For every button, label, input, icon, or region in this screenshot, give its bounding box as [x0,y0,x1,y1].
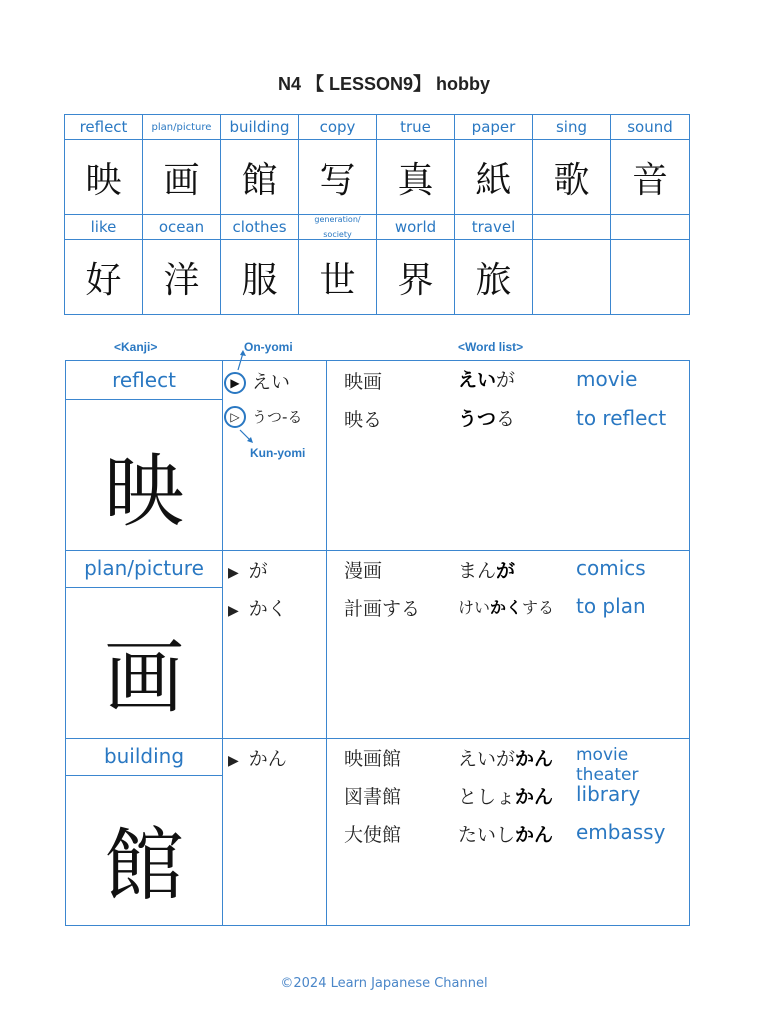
grid-label: plan/picture [142,114,221,140]
reading-text: が [248,560,268,582]
reading-row [228,744,287,771]
grid-label: building [220,114,299,140]
grid-kanji: 音 [610,139,690,215]
grid-label: clothes [220,214,299,240]
grid-kanji [532,239,611,315]
reading-bold: うつ [458,408,497,430]
reading-part: る [496,408,516,430]
reading-part: たいし [458,824,516,846]
grid-label: travel [454,214,533,240]
reading-bold: が [496,560,516,582]
word-reading [458,782,553,809]
grid-kanji: 真 [376,139,455,215]
kanji-detail-table [65,360,690,926]
reading-bold: かん [515,824,554,846]
word-meaning: to plan [576,594,646,618]
reading-bold: かく [490,598,523,617]
word-list-label: <Word list> [458,340,524,354]
reading-part: けい [458,598,491,617]
page-title: N4 【 LESSON9】 hobby [277,74,491,94]
grid-kanji: 映 [64,139,143,215]
grid-kanji: 画 [142,139,221,215]
word-meaning: movie theater [576,745,639,785]
word-kanji: 計画する [344,598,421,620]
word-meaning: movie [576,367,638,391]
reading-row [228,367,290,394]
grid-label: world [376,214,455,240]
grid-kanji: 館 [220,139,299,215]
word-reading [458,744,553,771]
word-kanji: 映る [344,409,383,431]
word-kanji: 漫画 [344,560,383,582]
reading-row [228,556,268,583]
grid-label: reflect [64,114,143,140]
entry-meaning: building [103,744,185,768]
grid-kanji: 界 [376,239,455,315]
reading-bold: えい [458,369,497,391]
entry-meaning: reflect [112,368,176,392]
grid-label [610,214,690,240]
word-kanji: 図書館 [344,786,402,808]
kanji-overview-grid [65,115,690,315]
reading-text: かん [248,748,287,770]
reading-marker-icon: ▶ [228,753,239,769]
grid-label: true [376,114,455,140]
on-yomi-marker-icon: ▶ [224,372,246,394]
grid-kanji [610,239,690,315]
reading-part: えいが [458,748,516,770]
grid-label [532,214,611,240]
reading-part: としょ [458,786,516,808]
word-meaning: embassy [576,820,666,844]
kun-yomi-label: Kun-yomi [250,446,306,460]
grid-kanji: 歌 [532,139,611,215]
reading-marker-icon: ▶ [228,565,239,581]
word-kanji: 映画 [344,371,383,393]
reading-text: えい [252,371,291,393]
reading-text: うつ-る [252,408,303,426]
word-meaning: to reflect [576,406,667,430]
reading-row [228,405,302,428]
word-reading [458,595,554,618]
kanji-column-label: <Kanji> [114,340,158,354]
reading-part: する [522,598,555,617]
grid-kanji: 世 [298,239,377,315]
word-reading [458,365,515,392]
reading-bold: かん [515,748,554,770]
copyright-footer: ©2024 Learn Japanese Channel [280,976,488,991]
grid-label: generation/ society [298,214,377,240]
reading-part: が [496,369,516,391]
word-meaning: library [576,782,641,806]
grid-kanji: 洋 [142,239,221,315]
grid-label: copy [298,114,377,140]
kun-yomi-marker-icon: ▷ [224,406,246,428]
on-yomi-label: On-yomi [244,340,293,354]
reading-bold: かん [515,786,554,808]
grid-label: paper [454,114,533,140]
reading-marker-icon: ▶ [228,603,239,619]
grid-kanji: 写 [298,139,377,215]
entry-kanji: 画 [104,631,184,724]
entry-meaning: plan/picture [84,556,204,580]
word-reading [458,556,515,583]
grid-label: sound [610,114,690,140]
grid-label: ocean [142,214,221,240]
grid-kanji: 旅 [454,239,533,315]
word-meaning: comics [576,556,646,580]
grid-label: like [64,214,143,240]
word-reading [458,820,553,847]
word-reading [458,404,515,431]
entry-kanji: 館 [104,819,184,912]
grid-label: sing [532,114,611,140]
word-kanji: 大使館 [344,824,402,846]
word-kanji: 映画館 [344,748,402,770]
grid-kanji: 好 [64,239,143,315]
entry-kanji: 映 [104,445,184,538]
grid-kanji: 紙 [454,139,533,215]
reading-text: かく [248,598,287,620]
grid-kanji: 服 [220,239,299,315]
reading-row [228,594,287,621]
reading-part: まん [458,560,497,582]
